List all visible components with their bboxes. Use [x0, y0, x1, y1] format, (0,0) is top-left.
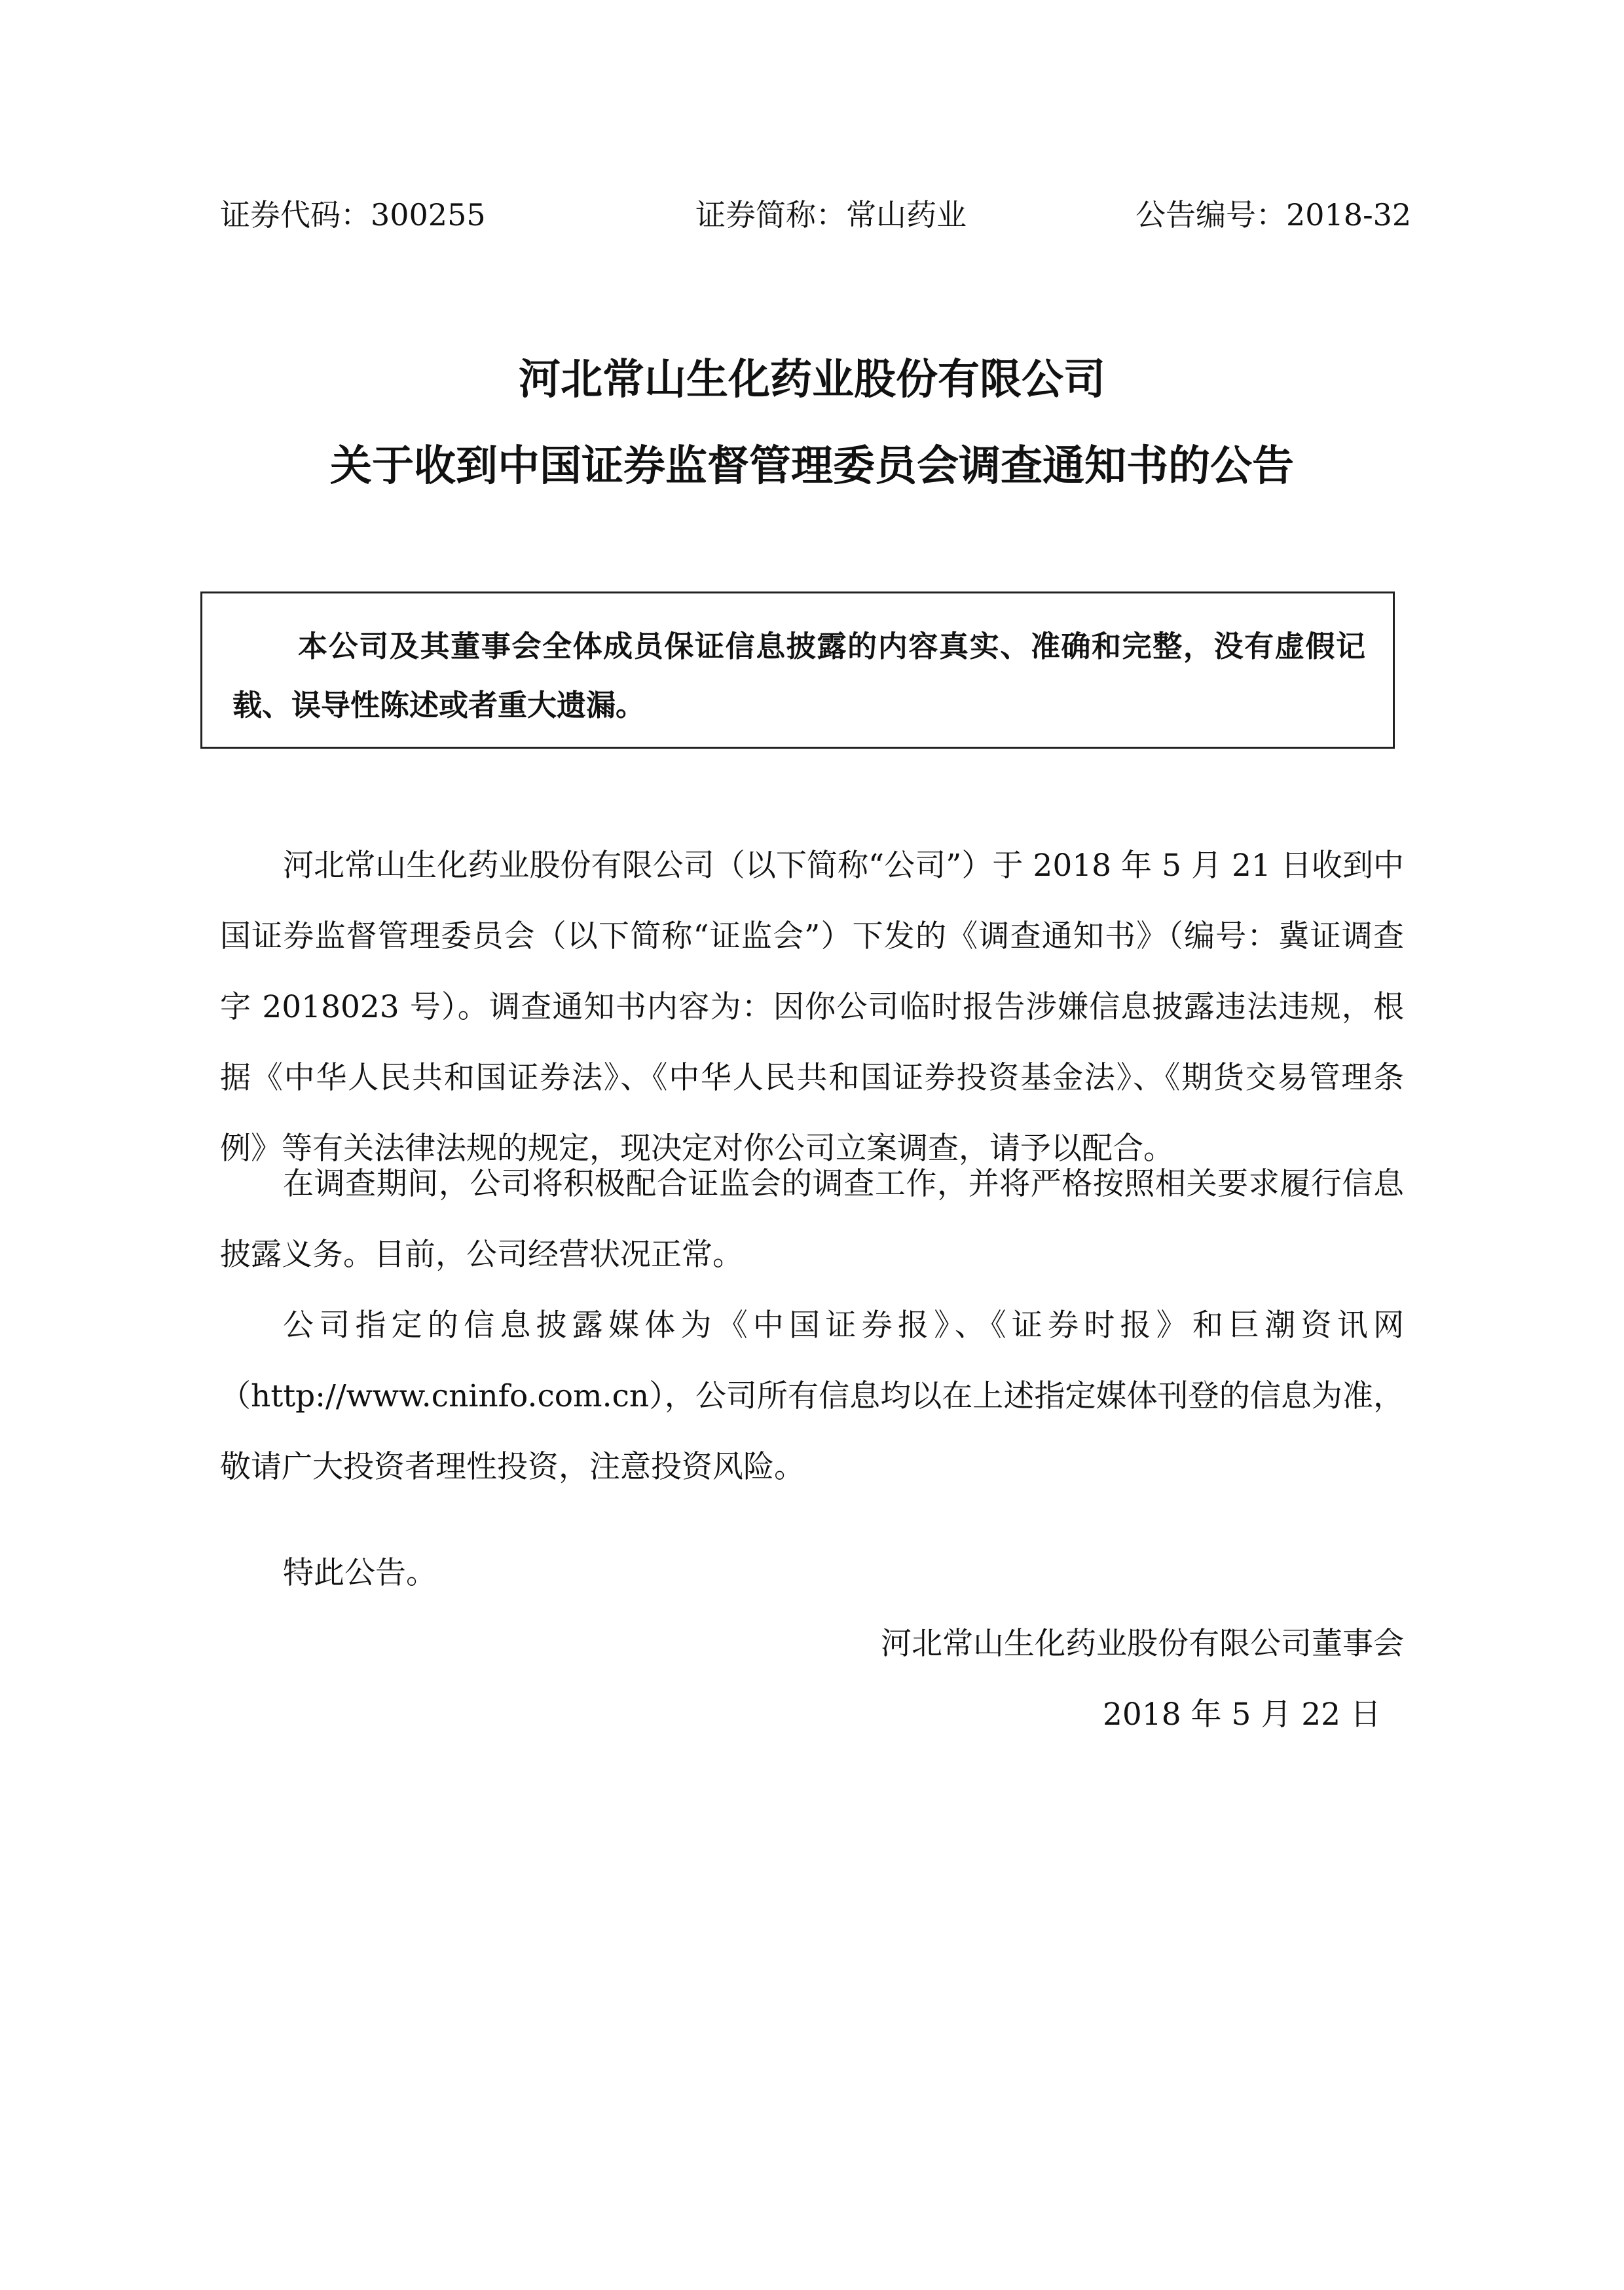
- announcement-date: 2018 年 5 月 22 日: [1103, 1697, 1382, 1733]
- disclaimer-box: [200, 591, 1395, 749]
- body-paragraph-media: 公司指定的信息披露媒体为《中国证券报》、《证券时报》和巨潮资讯网（http://www.cninfo.com.cn），公司所有信息均以在上述指定媒体刊登的信息为准，敬请广大投资者理性投资，注意投资风险。: [220, 1307, 1404, 1485]
- stock-code: 证券代码：300255: [220, 197, 486, 233]
- announcement-number: 公告编号：2018-32: [1135, 197, 1412, 233]
- stock-name: 证券简称：常山药业: [695, 197, 967, 233]
- disclaimer-text: 本公司及其董事会全体成员保证信息披露的内容真实、准确和完整，没有虚假记载、误导性陈述或者重大遗漏。: [232, 629, 1365, 723]
- announcement-title: 关于收到中国证券监督管理委员会调查通知书的公告: [330, 442, 1294, 491]
- body-paragraph-closing: 特此公告。: [283, 1555, 437, 1591]
- body-paragraph-investigation: 河北常山生化药业股份有限公司（以下简称“公司”）于 2018 年 5 月 21 日收到中国证券监督管理委员会（以下简称“证监会”）下发的《调查通知书》（编号：冀证调查字 2018023 号）。调查通知书内容为：因你公司临时报告涉嫌信息披露违法违规，根据《中华人民共和国证券法》、《中华人民共和国证券投资基金法》、《期货交易管理条例》等有关法律法规的规定，现决定对你公司立案调查，请予以配合。: [220, 848, 1404, 1167]
- board-signature: 河北常山生化药业股份有限公司董事会: [881, 1626, 1404, 1662]
- company-title: 河北常山生化药业股份有限公司: [519, 356, 1105, 404]
- body-paragraph-cooperation: 在调查期间，公司将积极配合证监会的调查工作，并将严格按照相关要求履行信息披露义务。目前，公司经营状况正常。: [220, 1166, 1404, 1273]
